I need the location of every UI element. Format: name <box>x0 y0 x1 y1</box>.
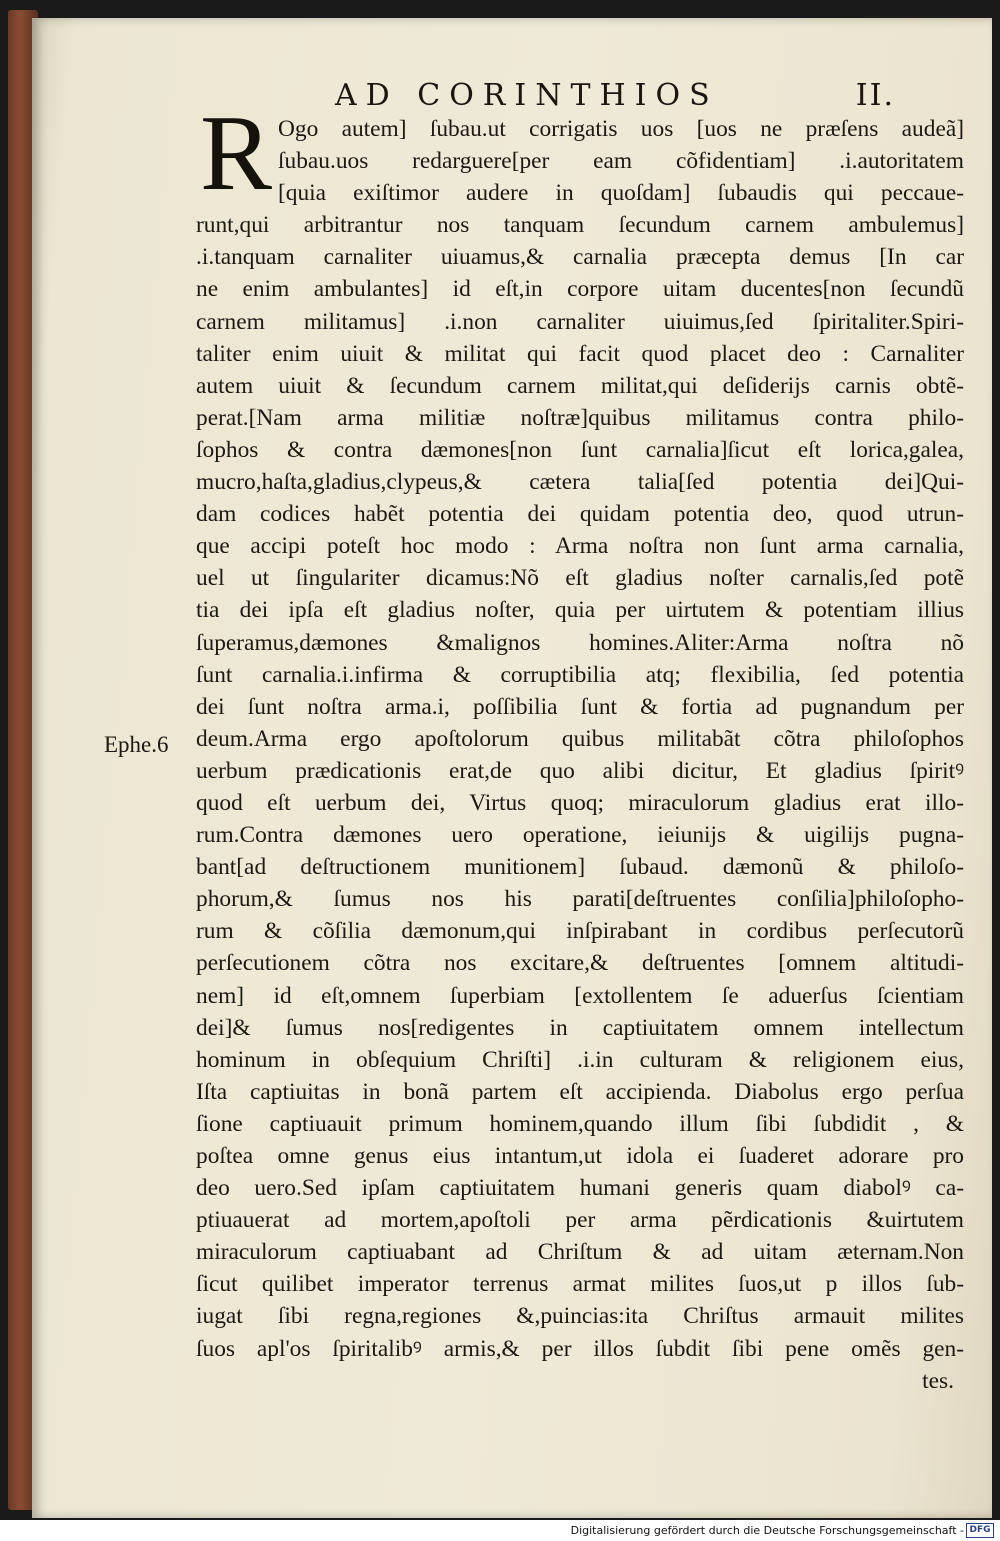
running-head <box>335 78 895 113</box>
text-line: deum.Arma ergo apoſtolorum quibus militabãt cõtra philoſophos <box>196 725 964 752</box>
text-line: dei]& ſumus nos[redigentes in captiuitatem omnem intellectum <box>196 1014 964 1041</box>
text-line: Iſta captiuitas in bonã partem eſt accipienda. Diabolus ergo perſua <box>196 1078 964 1105</box>
running-head-title: AD CORINTHIOS <box>335 78 719 113</box>
text-line: rum.Contra dæmones uero operatione, ieiunijs & uigilijs pugna- <box>196 822 964 849</box>
text-line: iugat ſibi regna,regiones &,puincias:ita Chriſtus armauit milites <box>196 1303 964 1330</box>
text-line: phorum,& ſumus nos his parati[deſtruentes conſilia]philoſopho- <box>196 886 964 913</box>
text-line: hominum in obſequium Chriſti] .i.in culturam & religionem eius, <box>196 1046 964 1073</box>
text-line: ſuos apl'os ſpiritalibꝰ armis,& per illos ſubdit ſibi pene omẽs gen- <box>196 1335 964 1362</box>
text-line: .i.tanquam carnaliter uiuamus,& carnalia præcepta demus [In car <box>196 244 964 271</box>
text-line: autem uiuit & ſecundum carnem militat,qui deſiderijs carnis obtẽ- <box>196 372 964 399</box>
text-line: bant[ad deſtructionem munitionem] ſubaud. dæmonũ & philoſo- <box>196 854 964 881</box>
text-line: ſuperamus,dæmones &malignos homines.Aliter:Arma noſtra nõ <box>196 629 964 656</box>
text-line: dei ſunt noſtra arma.i, poſſibilia ſunt & fortia ad pugnandum per <box>196 693 964 720</box>
text-line: dam codices habẽt potentia dei quidam potentia deo, quod utrun- <box>196 501 964 528</box>
text-line: que accipi poteſt hoc modo : Arma noſtra non ſunt arma carnalia, <box>196 533 964 560</box>
text-line: poſtea omne genus eius intantum,ut idola ei ſuaderet adorare pro <box>196 1143 964 1169</box>
text-line: perſecutionem cõtra nos excitare,& deſtruentes [omnem altitudi- <box>196 950 964 977</box>
text-line: miraculorum captiuabant ad Chriſtum & ad uitam æternam.Non <box>196 1239 964 1266</box>
funding-credit: Digitalisierung gefördert durch die Deutsche Forschungsgemeinschaft - <box>570 1524 964 1537</box>
text-line: ſophos & contra dæmones[non ſunt carnalia]ſicut eſt lorica,galea, <box>196 436 964 463</box>
text-line: ſubau.uos redarguere[per eam cõfidentiam] .i.autoritatem <box>278 148 964 175</box>
text-line: carnem militamus] .i.non carnaliter uiuimus,ſed ſpiritaliter.Spiri- <box>196 308 964 335</box>
text-line: deo uero.Sed ipſam captiuitatem humani generis quam diabolꝰ ca- <box>196 1175 964 1202</box>
dfg-logo: DFG <box>966 1523 994 1538</box>
text-line: perat.[Nam arma militiæ noſtræ]quibus militamus contra philo- <box>196 404 964 431</box>
text-line: quod eſt uerbum dei, Virtus quoq; miraculorum gladius erat illo- <box>196 789 964 816</box>
text-line: Ogo autem] ſubau.ut corrigatis uos [uos ne præſens audeã] <box>278 116 964 142</box>
text-line: runt,qui arbitrantur nos tanquam ſecundum carnem ambulemus] <box>196 212 964 239</box>
text-line: uel ut ſingulariter dicamus:Nõ eſt gladius noſter carnalis,ſed potẽ <box>196 565 964 592</box>
text-line: ſione captiuauit primum hominem,quando illum ſibi ſubdidit , & <box>196 1110 964 1137</box>
text-line: ptiuauerat ad mortem,apoſtoli per arma pẽrdicationis &uirtutem <box>196 1207 964 1234</box>
text-line: mucro,haſta,gladius,clypeus,& cætera talia[ſed potentia dei]Qui- <box>196 469 964 496</box>
text-line: [quia exiſtimor audere in quoſdam] ſubaudis qui peccaue- <box>278 180 964 207</box>
text-line: rum & cõſilia dæmonum,qui inſpirabant in cordibus perſecutorũ <box>196 918 964 945</box>
text-line: ſicut quilibet imperator terrenus armat milites ſuos,ut p illos ſub- <box>196 1271 964 1298</box>
body-text <box>196 113 964 1397</box>
catchword: tes. <box>922 1367 954 1394</box>
folio-number: II. <box>855 78 895 113</box>
text-line: ne enim ambulantes] id eſt,in corpore uitam ducentes[non ſecundũ <box>196 276 964 303</box>
drop-cap-initial: R <box>200 94 273 213</box>
marginal-note: Ephe.6 <box>104 732 169 757</box>
text-line: tia dei ipſa eſt gladius noſter, quia per uirtutem & potentiam illius <box>196 597 964 624</box>
text-line: ſunt carnalia.i.infirma & corruptibilia atq; flexibilia, ſed potentia <box>196 661 964 688</box>
text-line: nem] id eſt,omnem ſuperbiam [extollentem ſe aduerſus ſcientiam <box>196 982 964 1009</box>
text-line: taliter enim uiuit & militat qui facit quod placet deo : Carnaliter <box>196 340 964 367</box>
text-line: uerbum prædicationis erat,de quo alibi dicitur, Et gladius ſpiritꝰ <box>196 757 964 784</box>
